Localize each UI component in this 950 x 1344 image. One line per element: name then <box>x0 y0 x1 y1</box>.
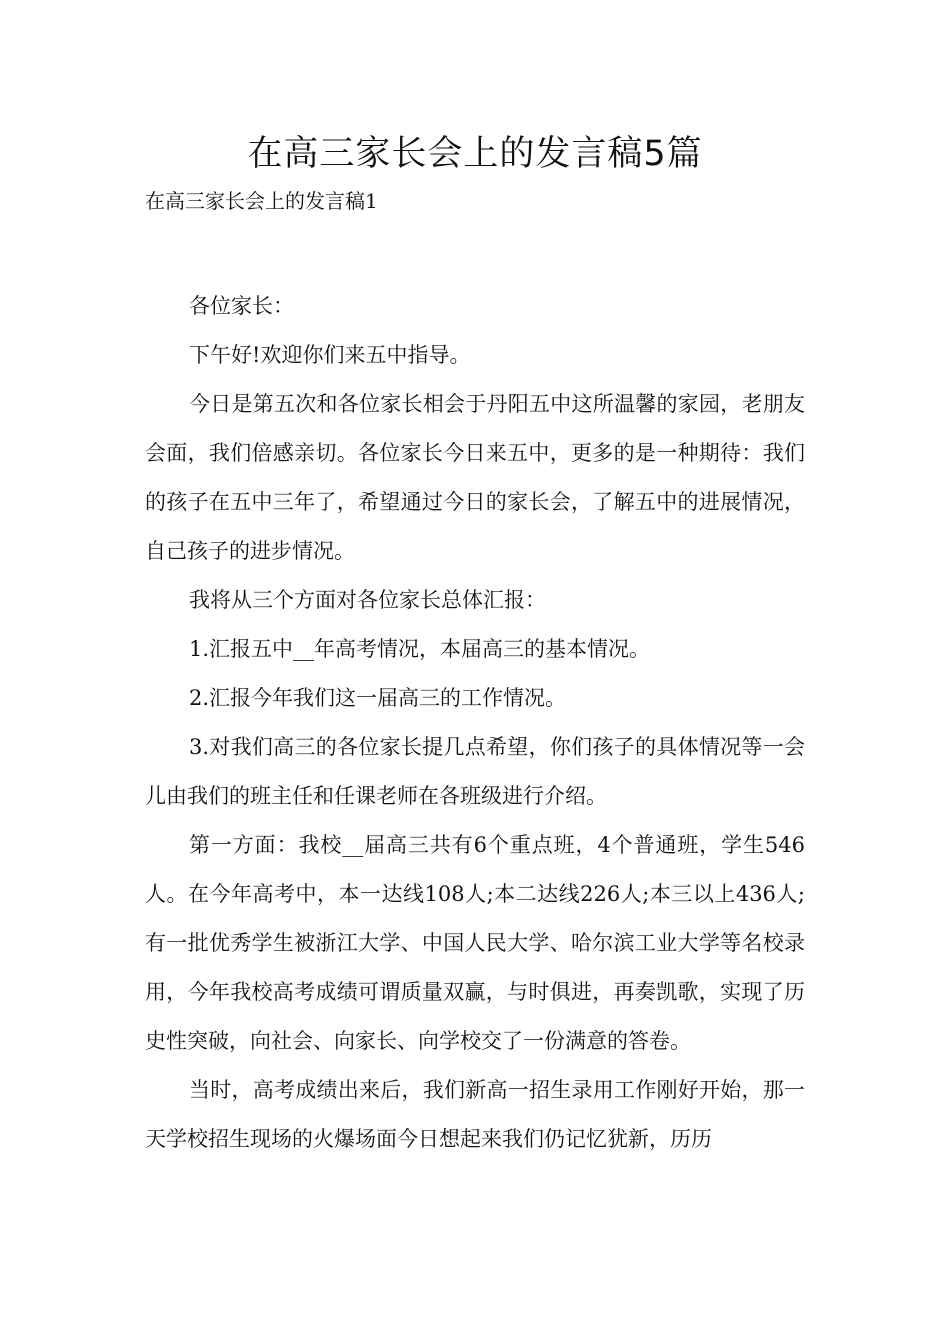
document-subtitle: 在高三家长会上的发言稿1 <box>145 189 378 213</box>
paragraph-outline: 我将从三个方面对各位家长总体汇报： <box>189 588 546 612</box>
document-body <box>145 282 805 1164</box>
paragraph-welcome: 下午好!欢迎你们来五中指导。 <box>189 343 471 367</box>
paragraph-intro: 今日是第五次和各位家长相会于丹阳五中这所温馨的家园，老朋友会面，我们倍感亲切。各位家长今日来五中，更多的是一种期待：我们的孩子在五中三年了，希望通过今日的家长会，了解五中的进展情况，自己孩子的进步情况。 <box>145 392 805 563</box>
paragraph-point-2: 2.汇报今年我们这一届高三的工作情况。 <box>189 686 567 710</box>
paragraph-first-aspect: 第一方面：我校__届高三共有6个重点班，4个普通班，学生546人。在今年高考中，本一达线108人;本二达线226人;本三以上436人;有一批优秀学生被浙江大学、中国人民大学、哈尔滨工业大学等名校录用，今年我校高考成绩可谓质量双赢，与时俱进，再奏凯歌，实现了历史性突破，向社会、向家长、向学校交了一份满意的答卷。 <box>145 833 805 1053</box>
paragraph-greeting: 各位家长： <box>189 294 294 318</box>
paragraph-point-3: 3.对我们高三的各位家长提几点希望，你们孩子的具体情况等一会儿由我们的班主任和任课老师在各班级进行介绍。 <box>145 735 805 808</box>
paragraph-recall: 当时，高考成绩出来后，我们新高一招生录用工作刚好开始，那一天学校招生现场的火爆场面今日想起来我们仍记忆犹新，历历 <box>145 1078 805 1151</box>
paragraph-point-1: 1.汇报五中__年高考情况，本届高三的基本情况。 <box>189 637 651 661</box>
document-title: 在高三家长会上的发言稿5篇 <box>247 134 703 174</box>
